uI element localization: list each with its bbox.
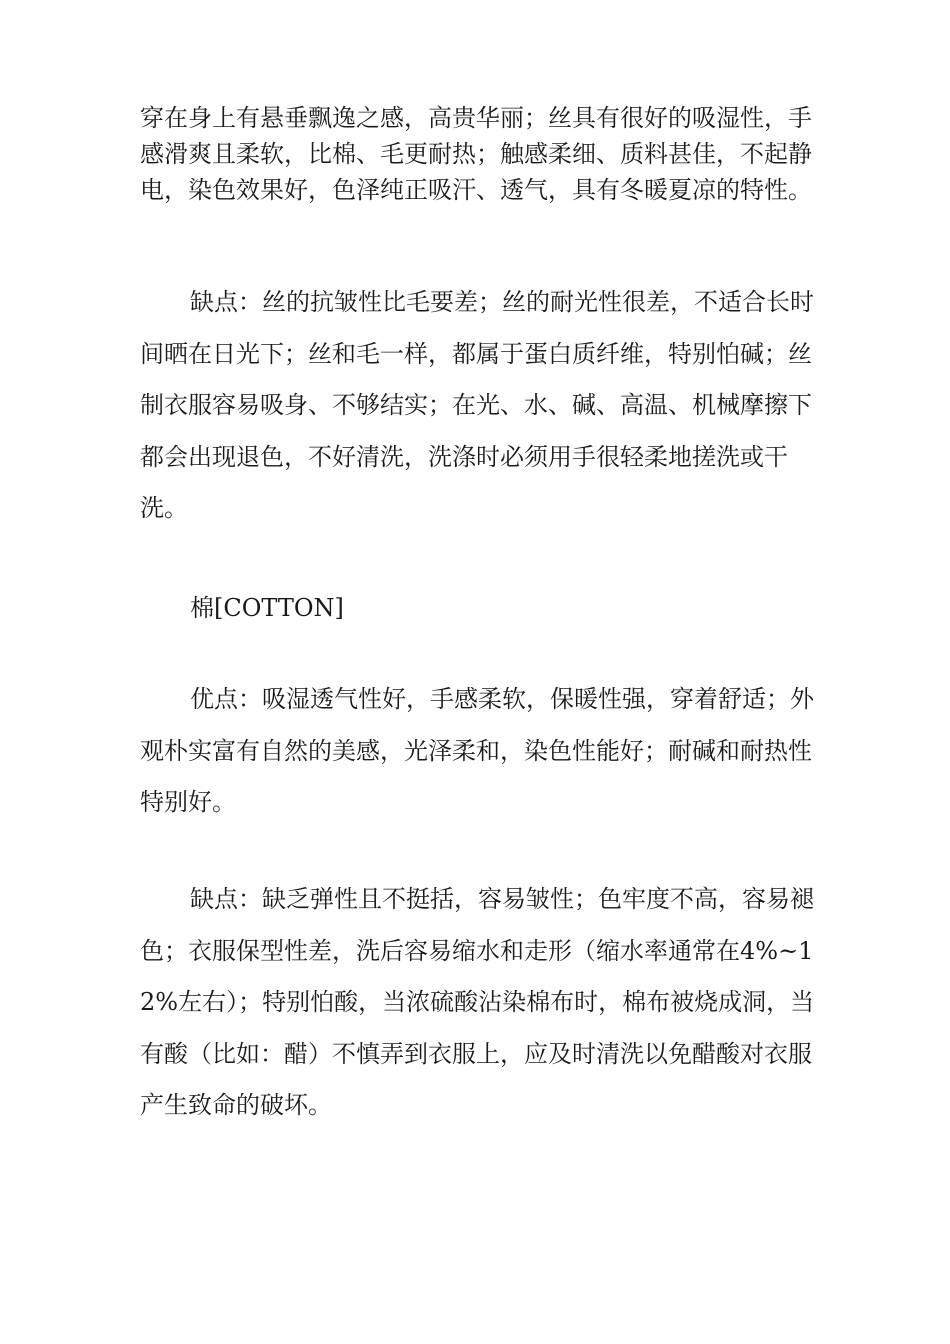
silk-advantages-continued-paragraph: 穿在身上有悬垂飘逸之感，高贵华丽；丝具有很好的吸湿性，手感滑爽且柔软，比棉、毛更耐热；触感柔细、质料甚佳，不起静电，染色效果好，色泽纯正吸汗、透气，具有冬暖夏凉的特性。 <box>140 104 812 204</box>
silk-disadvantages-paragraph: 缺点：丝的抗皱性比毛要差；丝的耐光性很差，不适合长时间晒在日光下；丝和毛一样，都属于蛋白质纤维，特别怕碱；丝制衣服容易吸身、不够结实；在光、水、碱、高温、机械摩擦下都会出现退色，不好清洗，洗涤时必须用手很轻柔地搓洗或干洗。 <box>140 288 814 522</box>
cotton-heading: 棉[COTTON] <box>190 594 344 622</box>
cotton-disadvantages-paragraph: 缺点：缺乏弹性且不挺括，容易皱性；色牢度不高，容易褪色；衣服保型性差，洗后容易缩水和走形（缩水率通常在4%~12%左右）；特别怕酸，当浓硫酸沾染棉布时，棉布被烧成洞，当有酸（比如：醋）不慎弄到衣服上，应及时清洗以免醋酸对衣服产生致命的破坏。 <box>140 885 815 1119</box>
cotton-advantages-paragraph: 优点：吸湿透气性好，手感柔软，保暖性强，穿着舒适；外观朴实富有自然的美感，光泽柔和，染色性能好；耐碱和耐热性特别好。 <box>140 685 814 816</box>
